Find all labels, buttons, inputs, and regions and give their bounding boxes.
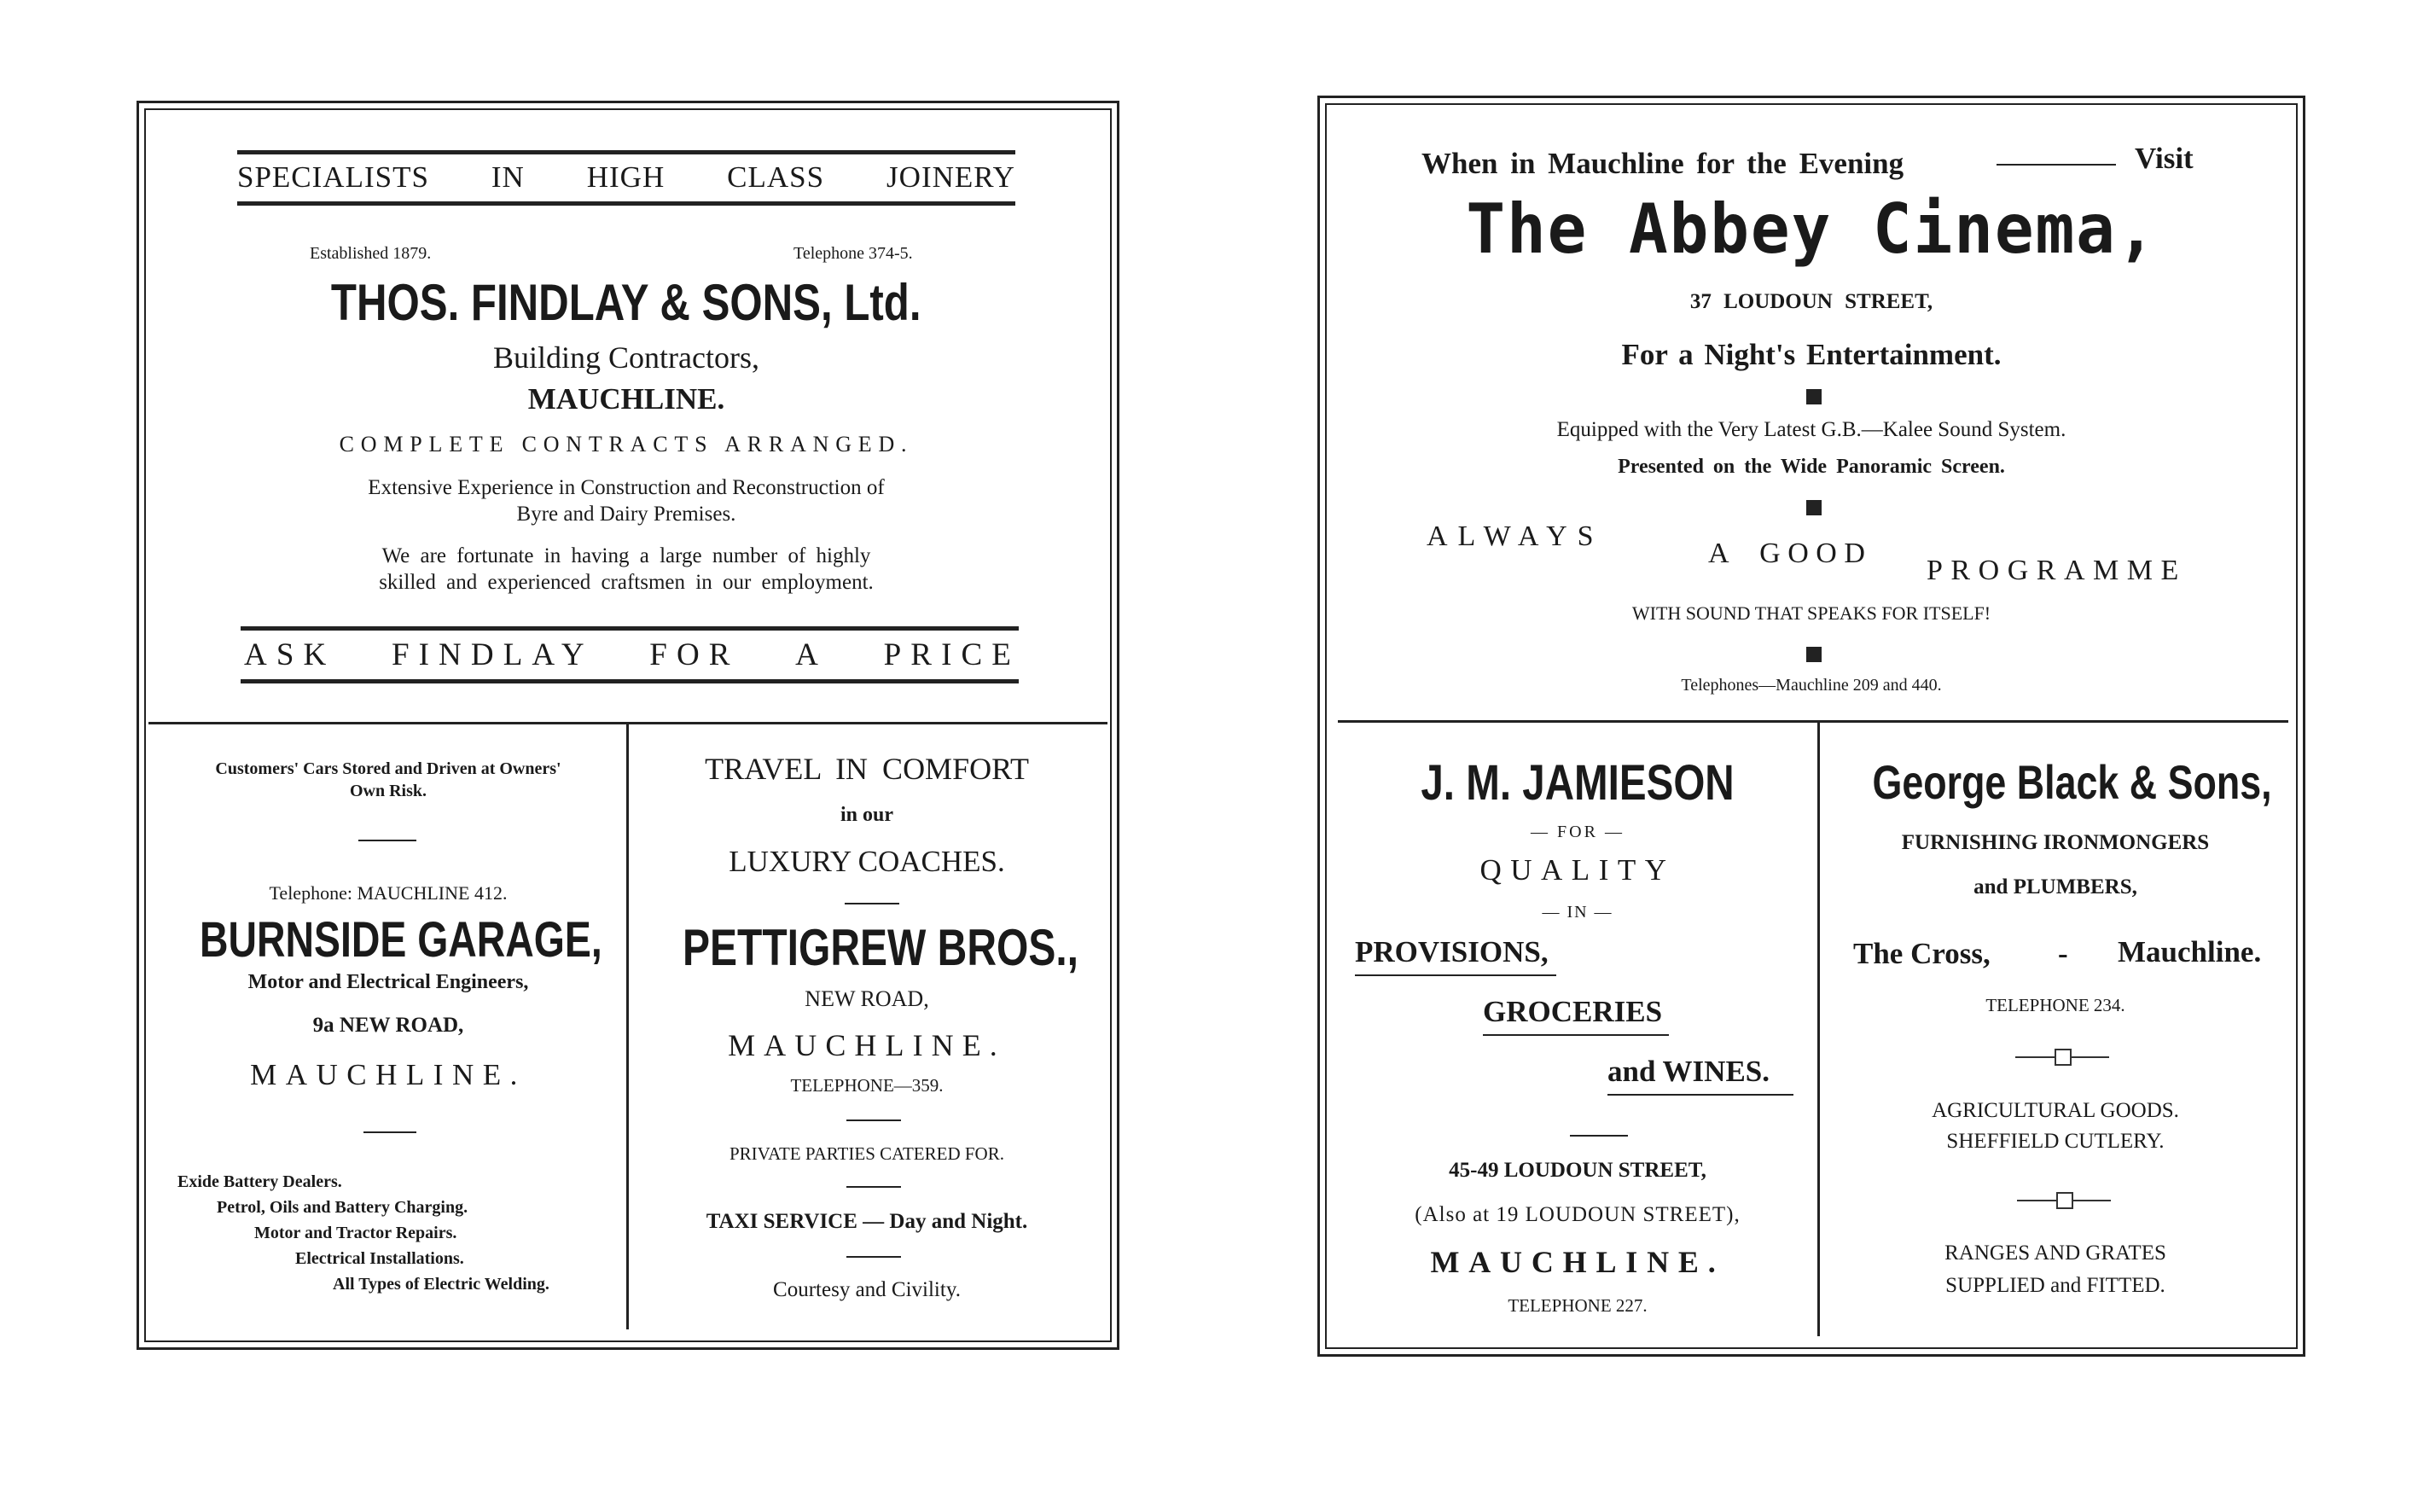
service-line: Exide Battery Dealers. [177,1172,342,1191]
ranges-line: SUPPLIED and FITTED. [1945,1274,2165,1297]
in-our-text: in our [840,804,893,826]
ask-top-rule [241,626,1019,631]
short-rule [846,1119,901,1121]
burnside-town: MAUCHLINE. [250,1058,526,1091]
service-line: Petrol, Oils and Battery Charging. [217,1198,468,1217]
black-trade-1: FURNISHING IRONMONGERS [1901,831,2210,854]
short-rule [358,840,416,841]
service-line: All Types of Electric Welding. [333,1275,549,1294]
right-horizontal-divider [1338,720,2288,723]
abbey-screen: Presented on the Wide Panoramic Screen. [1618,456,2005,478]
jamieson-also: (Also at 19 LOUDOUN STREET), [1415,1203,1741,1226]
abbey-address: 37 LOUDOUN STREET, [1689,290,1933,313]
wines-text: and WINES. [1607,1055,1793,1096]
experience-line: Extensive Experience in Construction and Reconstruction of [368,476,885,499]
short-rule [846,1186,901,1188]
abbey-telephones: Telephones—Mauchline 209 and 440. [1681,676,1942,695]
box-rule-ornament [2015,1048,2109,1067]
pettigrew-telephone: TELEPHONE—359. [790,1075,944,1096]
findlay-contracts: COMPLETE CONTRACTS ARRANGED. [339,432,914,457]
established-text: Established 1879. [310,244,432,263]
box-rule-ornament [2017,1191,2111,1210]
black-telephone: TELEPHONE 234. [1985,995,2125,1015]
courtesy-civility: Courtesy and Civility. [773,1278,961,1301]
findlay-trade: Building Contractors, [493,340,759,375]
abbey-equipped: Equipped with the Very Latest G.B.—Kalee Sound System. [1556,418,2066,441]
jamieson-for: — FOR — [1531,823,1625,841]
short-rule [845,903,899,904]
ask-word: PRICE [883,637,1020,672]
dash-text: - [2058,937,2068,970]
luxury-coaches: LUXURY COACHES. [729,845,1005,878]
findlay-town: MAUCHLINE. [527,382,725,416]
taxi-service: TAXI SERVICE — Day and Night. [706,1210,1028,1233]
left-vertical-divider [626,724,629,1329]
programme-text: PROGRAMME [1927,555,2187,586]
abbey-cinema-name: The Abbey Cinema, [1465,189,2158,269]
ornament-box [2056,1192,2073,1209]
banner-word: IN [491,160,525,194]
pettigrew-town: MAUCHLINE. [728,1028,1006,1062]
abbey-sound: WITH SOUND THAT SPEAKS FOR ITSELF! [1631,602,1991,624]
ranges-line: RANGES AND GRATES [1944,1242,2166,1265]
dash-rule [1997,164,2116,166]
square-bullet [1806,500,1822,515]
black-trade-2: and PLUMBERS, [1973,875,2137,898]
findlay-craftsmen [256,543,997,596]
burnside-trade: Motor and Electrical Engineers, [247,971,529,993]
findlay-company-name: THOS. FINDLAY & SONS, Ltd. [331,274,921,331]
cars-line: Customers' Cars Stored and Driven at Owners' [215,759,561,778]
jamieson-address: 45-49 LOUDOUN STREET, [1449,1159,1706,1182]
square-bullet [1806,389,1822,404]
burnside-address: 9a NEW ROAD, [312,1014,464,1037]
travel-in-comfort: TRAVEL IN COMFORT [705,752,1029,786]
cars-line: Own Risk. [349,782,427,800]
burnside-name: BURNSIDE GARAGE, [199,912,602,968]
ask-word: ASK [244,637,336,672]
mauchline-text: Mauchline. [2118,935,2262,968]
banner-word: JOINERY [886,160,1015,194]
black-ranges [1822,1237,2288,1302]
experience-line: Byre and Dairy Premises. [516,503,736,526]
black-name: George Black & Sons, [1872,755,2272,809]
ornament-box [2055,1049,2072,1066]
right-vertical-divider [1817,722,1820,1336]
short-rule [846,1256,901,1258]
telephone-text: Telephone 374-5. [793,244,913,263]
when-in-mauchline: When in Mauchline for the Evening [1421,147,1904,180]
burnside-telephone: Telephone: MAUCHLINE 412. [269,882,508,904]
service-line: Motor and Tractor Repairs. [254,1224,457,1242]
goods-line: SHEFFIELD CUTLERY. [1946,1130,2165,1153]
banner-joinery [237,160,1015,195]
banner-word: SPECIALISTS [237,160,429,194]
short-rule [1570,1135,1628,1137]
banner-top-rule [237,150,1015,154]
always-text: ALWAYS [1427,520,1604,552]
ask-word: FOR [649,637,740,672]
ask-word: A [795,637,828,672]
banner-word: HIGH [586,160,666,194]
provisions-text: PROVISIONS, [1355,935,1556,976]
jamieson-name: J. M. JAMIESON [1421,755,1735,811]
jamieson-telephone: TELEPHONE 227. [1508,1295,1648,1316]
square-bullet [1806,647,1822,662]
goods-line: AGRICULTURAL GOODS. [1932,1099,2179,1122]
the-cross-text: The Cross, [1853,937,1991,970]
jamieson-in: — IN — [1542,903,1613,922]
a-good-text: A GOOD [1708,538,1873,569]
pettigrew-road: NEW ROAD, [805,986,929,1011]
banner-bottom-rule [237,201,1015,206]
pettigrew-name: PETTIGREW BROS., [683,919,1079,976]
black-goods [1822,1096,2288,1157]
ask-bottom-rule [241,679,1019,683]
findlay-experience [256,474,997,527]
visit-text: Visit [2135,142,2194,175]
jamieson-quality: QUALITY [1479,853,1676,887]
service-line: Electrical Installations. [295,1249,464,1268]
short-rule [363,1131,416,1133]
ask-findlay-banner [244,637,1020,672]
groceries-text: GROCERIES [1483,995,1669,1036]
jamieson-town: MAUCHLINE. [1430,1245,1725,1279]
banner-word: CLASS [727,160,825,194]
abbey-entertainment: For a Night's Entertainment. [1621,338,2002,371]
burnside-services [177,1169,621,1297]
craftsmen-line: skilled and experienced craftsmen in our employment. [379,571,874,594]
private-parties: PRIVATE PARTIES CATERED FOR. [729,1143,1004,1164]
ask-word: FINDLAY [391,637,594,672]
cars-stored-text [154,758,623,802]
craftsmen-line: We are fortunate in having a large number of highly [381,544,871,567]
